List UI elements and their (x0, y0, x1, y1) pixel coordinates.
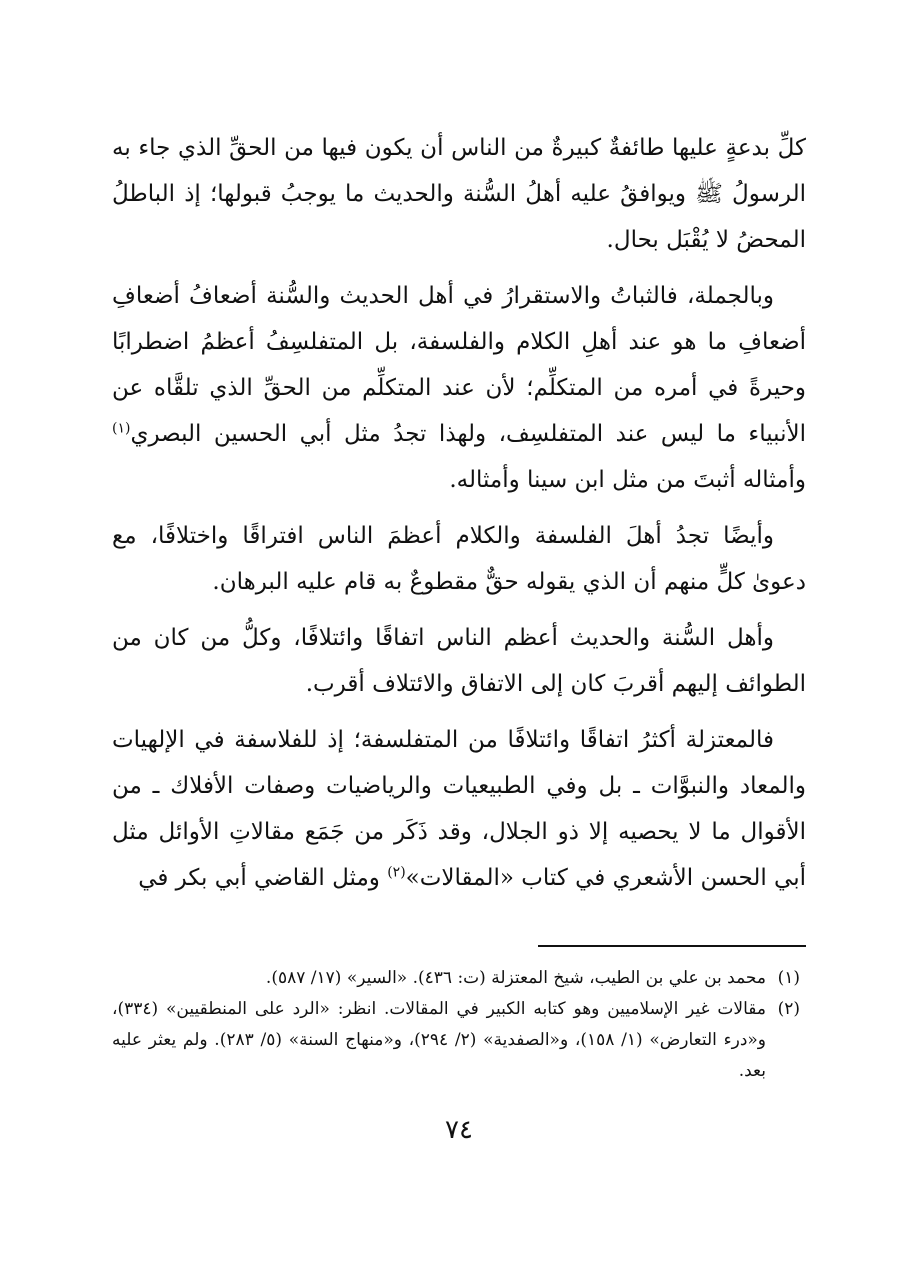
footnote-1-number: (١) (777, 968, 800, 988)
footnote-ref-2[interactable]: (٢) (387, 864, 406, 881)
page-number: ٧٤ (445, 1115, 473, 1145)
paragraph-5-text: فالمعتزلة أكثرُ اتفاقًا وائتلافًا من المتفلسفة؛ إذ للفلاسفة في الإلهيات والمعاد والنبوَّات ـ بل وفي الطبيعيات والرياضيات وصفات الأفلاك ـ من الأقوال ما لا يحصيه إلا ذو الجلال، وقد ذَكَر من جَمَع مقالاتِ الأوائل مثل أبي الحسن الأشعري في كتاب «المقالات» (112, 727, 806, 891)
paragraph-2-text: وبالجملة، فالثباتُ والاستقرارُ في أهل الحديث والسُّنة أضعافُ أضعافِ أضعافِ ما هو عند أهلِ الكلام والفلسفة، بل المتفلسِفُ أعظمُ اضطرابًا وحيرةً في أمره من المتكلِّم؛ لأن عند المتكلِّم من الحقِّ الذي تلقَّاه عن الأنبياء ما ليس عند المتفلسِف، ولهذا تجدُ مثل أبي الحسين البصري (112, 283, 806, 447)
main-text (112, 125, 806, 901)
footnote-2-number: (٢) (777, 999, 800, 1019)
paragraph-5 (112, 717, 806, 901)
paragraph-4 (112, 615, 806, 707)
paragraph-3 (112, 513, 806, 605)
paragraph-1 (112, 125, 806, 263)
paragraph-2-tail: وأمثاله أثبتَ من مثل ابن سينا وأمثاله. (449, 467, 806, 493)
paragraph-1-text: كلِّ بدعةٍ عليها طائفةٌ كبيرةٌ من الناس أن يكون فيها من الحقِّ الذي جاء به الرسولُ ﷺ ويوافقُ عليه أهلُ السُّنة والحديث ما يوجبُ قبولها؛ إذ الباطلُ المحضُ لا يُقْبَل بحال. (112, 135, 806, 253)
footnote-1-text: محمد بن علي بن الطيب، شيخ المعتزلة (ت: ٤٣٦). «السير» (١٧/ ٥٨٧). (265, 968, 766, 988)
paragraph-5-tail: ومثل القاضي أبي بكر في (138, 865, 380, 891)
paragraph-3-text: وأيضًا تجدُ أهلَ الفلسفة والكلام أعظمَ الناس افتراقًا واختلافًا، مع دعوىٰ كلٍّ منهم أن الذي يقوله حقٌّ مقطوعٌ به قام عليه البرهان. (112, 523, 806, 595)
footnote-ref-1[interactable]: (١) (112, 420, 131, 437)
book-page (112, 125, 806, 1145)
footnote-1 (112, 963, 806, 994)
paragraph-2 (112, 273, 806, 503)
paragraph-4-text: وأهل السُّنة والحديث أعظم الناس اتفاقًا وائتلافًا، وكلُّ من كان من الطوائف إليهم أقربَ كان إلى الاتفاق والائتلاف أقرب. (112, 625, 806, 697)
footnote-separator (538, 945, 806, 947)
footnotes (112, 963, 806, 1087)
footnote-2-text: مقالات غير الإسلاميين وهو كتابه الكبير في المقالات. انظر: «الرد على المنطقيين» (٣٣٤)، و«درء التعارض» (١/ ١٥٨)، و«الصفدية» (٢/ ٢٩٤)، و«منهاج السنة» (٥/ ٢٨٣). ولم يعثر عليه بعد. (112, 999, 767, 1081)
footnote-2 (112, 994, 806, 1087)
